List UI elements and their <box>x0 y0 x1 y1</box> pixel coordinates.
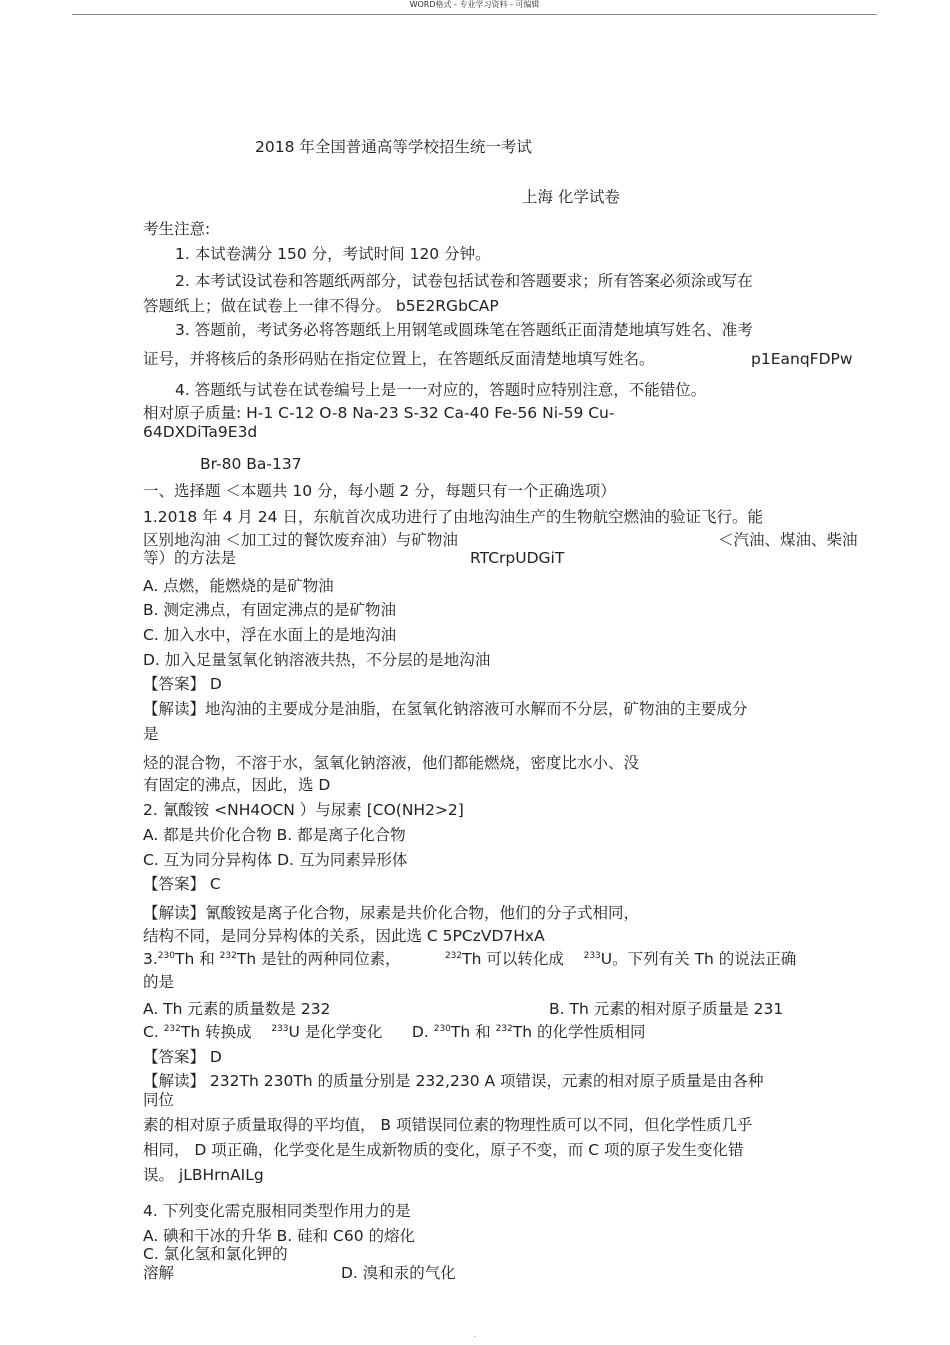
q3-option: A. Th 元素的质量数是 232 <box>143 1000 331 1018</box>
notice-item: 证号，并将核后的条形码贴在指定位置上，在答题纸反面清楚地填写姓名。 <box>143 350 655 368</box>
q2-answer: 【答案】 C <box>143 875 221 893</box>
q1-explanation: 烃的混合物，不溶于水，氢氧化钠溶液，他们都能燃烧，密度比水小、没 <box>143 754 640 772</box>
q1-explanation: 【解读】地沟油的主要成分是油脂，在氢氧化钠溶液可水解而不分层，矿物油的主要成分 <box>143 700 748 718</box>
atomic-mass-line: 64DXDiTa9E3d <box>143 423 258 441</box>
q3-stem: 3.$^{230}$Th 和 $^{232}$Th 是钍的两种同位素， $^{232}$Th 可以转化成 $^{233}$U。下列有关 Th 的说法正确 <box>143 950 797 968</box>
q1-stem: 1.2018 年 4 月 24 日，东航首次成功进行了由地沟油生产的生物航空燃油的验证飞行。能 <box>143 508 763 526</box>
q3-explanation: 【解读】 232Th 230Th 的质量分别是 232,230 A 项错误，元素的相对原子质量是由各种 <box>143 1072 764 1090</box>
q2-explanation: 结构不同，是同分异构体的关系，因此选 C 5PCzVD7HxA <box>143 927 545 945</box>
notice-item: 2. 本考试设试卷和答题纸两部分，试卷包括试卷和答题要求；所有答案必须涂或写在 <box>175 272 753 290</box>
q4-options: 溶解 <box>143 1264 175 1282</box>
notice-item: 4. 答题纸与试卷在试卷编号上是一一对应的，答题时应特别注意，不能错位。 <box>175 381 707 399</box>
notice-item: 3. 答题前，考试务必将答题纸上用钢笔或圆珠笔在答题纸正面清楚地填写姓名、准考 <box>175 321 753 339</box>
q3-explanation: 相同， D 项正确，化学变化是生成新物质的变化，原子不变，而 C 项的原子发生变化错 <box>143 1141 744 1159</box>
exam-subtitle: 上海 化学试卷 <box>522 188 620 206</box>
page-header: WORD格式 - 专业学习资料 - 可编辑 <box>72 0 877 15</box>
q1-stem: 区别地沟油 ＜加工过的餐饮废弃油）与矿物油 <box>143 531 458 549</box>
notice-item: 1. 本试卷满分 150 分，考试时间 120 分钟。 <box>175 245 491 263</box>
q1-stem: 等）的方法是 <box>143 549 237 567</box>
q2-explanation: 【解读】氰酸铵是离子化合物，尿素是共价化合物，他们的分子式相同， <box>143 904 640 922</box>
atomic-mass-line: Br-80 Ba-137 <box>200 455 302 473</box>
q1-code: RTCrpUDGiT <box>470 549 565 567</box>
q3-stem: 的是 <box>143 973 175 991</box>
page-footer: . <box>473 1330 477 1339</box>
q3-explanation: 误。 jLBHrnAILg <box>143 1166 264 1184</box>
section-heading: 一、选择题 ＜本题共 10 分，每小题 2 分，每题只有一个正确选项） <box>143 482 616 500</box>
q4-options: A. 碘和干冰的升华 B. 硅和 C60 的熔化 <box>143 1227 416 1245</box>
q3-explanation: 素的相对原子质量取得的平均值， B 项错误同位素的物理性质可以不同，但化学性质几乎 <box>143 1116 753 1134</box>
q2-options: C. 互为同分异构体 D. 互为同素异形体 <box>143 851 408 869</box>
q1-option: C. 加入水中，浮在水面上的是地沟油 <box>143 626 397 644</box>
q3-option: C. $^{232}$Th 转换成 $^{233}$U 是化学变化 D. $^{230}$Th 和 $^{232}$Th 的化学性质相同 <box>143 1023 646 1041</box>
q1-option: B. 测定沸点，有固定沸点的是矿物油 <box>143 601 396 619</box>
q4-options: D. 溴和汞的气化 <box>341 1264 456 1282</box>
notice-item: 答题纸上；做在试卷上一律不得分。 b5E2RGbCAP <box>143 297 499 315</box>
notice-code: p1EanqFDPw <box>751 350 853 368</box>
exam-title: 2018 年全国普通高等学校招生统一考试 <box>255 138 532 156</box>
q4-options: C. 氯化氢和氯化钾的 <box>143 1245 288 1263</box>
q1-option: A. 点燃，能燃烧的是矿物油 <box>143 577 334 595</box>
q1-explanation: 是 <box>143 725 159 743</box>
q3-answer: 【答案】 D <box>143 1048 222 1066</box>
q1-answer: 【答案】 D <box>143 675 222 693</box>
q1-option: D. 加入足量氢氧化钠溶液共热，不分层的是地沟油 <box>143 651 491 669</box>
notice-heading: 考生注意: <box>143 220 211 238</box>
q3-option: B. Th 元素的相对原子质量是 231 <box>549 1000 784 1018</box>
q3-explanation: 同位 <box>143 1091 175 1109</box>
q1-explanation: 有固定的沸点，因此，选 D <box>143 776 331 794</box>
q1-stem: ＜汽油、煤油、柴油 <box>718 531 858 549</box>
q2-options: A. 都是共价化合物 B. 都是离子化合物 <box>143 826 406 844</box>
q4-stem: 4. 下列变化需克服相同类型作用力的是 <box>143 1202 411 1220</box>
q2-stem: 2. 氰酸铵 <NH4OCN ）与尿素 [CO(NH2>2] <box>143 801 464 819</box>
atomic-mass-line: 相对原子质量: H-1 C-12 O-8 Na-23 S-32 Ca-40 Fe-56 Ni-59 Cu- <box>143 404 615 422</box>
